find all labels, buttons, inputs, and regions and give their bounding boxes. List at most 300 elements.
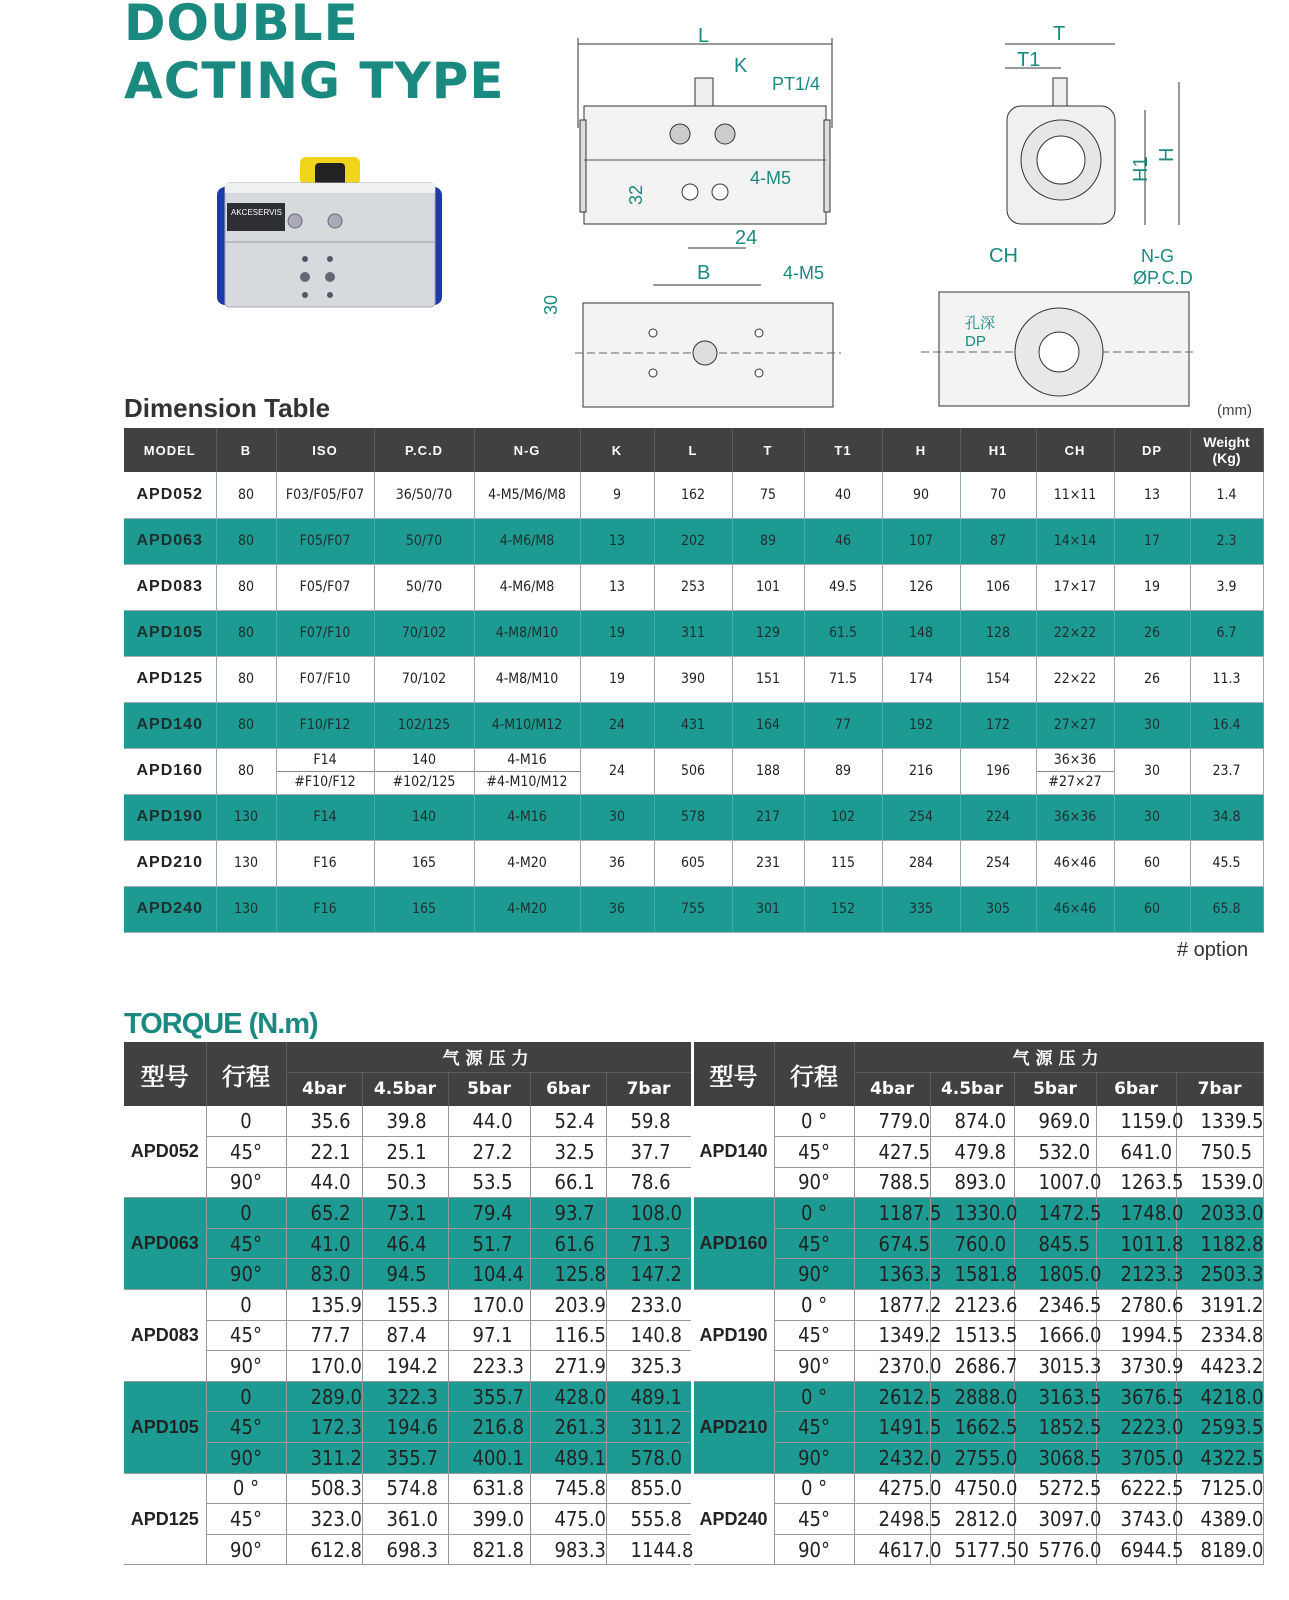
dimension-cell: 24 bbox=[580, 748, 654, 794]
model-cell: APD210 bbox=[124, 840, 216, 886]
torque-row bbox=[124, 1198, 1263, 1229]
dimension-cell: 188 bbox=[732, 748, 804, 794]
dimension-table-title: Dimension Table bbox=[124, 393, 331, 423]
torque-pressure-header-left: 气源压力 bbox=[286, 1042, 692, 1072]
dimension-cell: 60 bbox=[1114, 886, 1190, 932]
dimension-cell: F03/F05/F07 bbox=[276, 472, 374, 518]
torque-model-cell: APD083 bbox=[124, 1290, 206, 1382]
torque-value-cell: 3705.0 bbox=[1096, 1443, 1176, 1474]
torque-value-cell: 223.3 bbox=[448, 1351, 530, 1382]
dimension-cell: 126 bbox=[882, 564, 960, 610]
dimension-cell: 162 bbox=[654, 472, 732, 518]
dimension-cell: F16 bbox=[276, 840, 374, 886]
model-cell: APD140 bbox=[124, 702, 216, 748]
torque-value-cell: 2223.0 bbox=[1096, 1412, 1176, 1443]
torque-value-cell: 355.7 bbox=[362, 1443, 448, 1474]
model-cell: APD240 bbox=[124, 886, 216, 932]
torque-value-cell: 323.0 bbox=[286, 1504, 362, 1535]
actuator-photo bbox=[205, 155, 455, 315]
dimension-cell: 19 bbox=[580, 610, 654, 656]
torque-value-cell: 3191.2 bbox=[1176, 1290, 1263, 1321]
dimension-header-cell: N-G bbox=[474, 428, 580, 472]
stroke-cell: 90° bbox=[206, 1443, 286, 1474]
dimension-cell: 17 bbox=[1114, 518, 1190, 564]
stroke-cell: 90° bbox=[206, 1259, 286, 1290]
pressure-header-cell: 4.5bar bbox=[930, 1072, 1014, 1106]
torque-value-cell: 1339.5 bbox=[1176, 1106, 1263, 1137]
dimension-row bbox=[124, 518, 1263, 564]
torque-model-header-left: 型号 bbox=[124, 1042, 206, 1106]
dimension-cell: 89 bbox=[732, 518, 804, 564]
dimension-cell: 165 bbox=[374, 886, 474, 932]
dimension-cell: 4-M5/M6/M8 bbox=[474, 472, 580, 518]
dimension-cell: 70/102 bbox=[374, 610, 474, 656]
torque-value-cell: 3015.3 bbox=[1014, 1351, 1096, 1382]
label-DP: DP bbox=[965, 333, 986, 350]
torque-value-cell: 51.7 bbox=[448, 1228, 530, 1259]
torque-value-cell: 475.0 bbox=[530, 1504, 606, 1535]
dimension-header-cell: DP bbox=[1114, 428, 1190, 472]
torque-value-cell: 2432.0 bbox=[854, 1443, 930, 1474]
torque-value-cell: 428.0 bbox=[530, 1381, 606, 1412]
dimension-header-cell: CH bbox=[1036, 428, 1114, 472]
pressure-header-cell: 5bar bbox=[1014, 1072, 1096, 1106]
torque-value-cell: 94.5 bbox=[362, 1259, 448, 1290]
torque-value-cell: 135.9 bbox=[286, 1290, 362, 1321]
label-L: L bbox=[698, 25, 710, 47]
torque-value-cell: 140.8 bbox=[606, 1320, 692, 1351]
dimension-cell: 305 bbox=[960, 886, 1036, 932]
torque-value-cell: 71.3 bbox=[606, 1228, 692, 1259]
dimension-cell: 3.9 bbox=[1190, 564, 1263, 610]
dimension-cell: 106 bbox=[960, 564, 1036, 610]
label-PT: PT1/4 bbox=[772, 74, 821, 94]
torque-value-cell: 5272.5 bbox=[1014, 1473, 1096, 1504]
bottom-view-drawing bbox=[535, 255, 855, 415]
torque-value-cell: 147.2 bbox=[606, 1259, 692, 1290]
dimension-cell: 154 bbox=[960, 656, 1036, 702]
dimension-cell: 4-M6/M8 bbox=[474, 564, 580, 610]
dimension-cell: 335 bbox=[882, 886, 960, 932]
label-PCD: ØP.C.D bbox=[1133, 268, 1193, 288]
torque-value-cell: 6222.5 bbox=[1096, 1473, 1176, 1504]
torque-value-cell: 41.0 bbox=[286, 1228, 362, 1259]
torque-value-cell: 574.8 bbox=[362, 1473, 448, 1504]
torque-value-cell: 194.2 bbox=[362, 1351, 448, 1382]
torque-value-cell: 489.1 bbox=[606, 1381, 692, 1412]
pressure-header-cell: 7bar bbox=[1176, 1072, 1263, 1106]
dimension-cell: 36 bbox=[580, 886, 654, 932]
dimension-cell: 390 bbox=[654, 656, 732, 702]
label-CH: CH bbox=[989, 245, 1018, 267]
pressure-header-cell: 5bar bbox=[448, 1072, 530, 1106]
torque-value-cell: 532.0 bbox=[1014, 1137, 1096, 1168]
torque-value-cell: 2503.3 bbox=[1176, 1259, 1263, 1290]
torque-value-cell: 25.1 bbox=[362, 1137, 448, 1168]
dimension-cell: F07/F10 bbox=[276, 656, 374, 702]
stroke-cell: 90° bbox=[774, 1259, 854, 1290]
stroke-cell: 90° bbox=[774, 1351, 854, 1382]
model-cell: APD052 bbox=[124, 472, 216, 518]
torque-value-cell: 5776.0 bbox=[1014, 1534, 1096, 1565]
torque-value-cell: 508.3 bbox=[286, 1473, 362, 1504]
torque-value-cell: 1539.0 bbox=[1176, 1167, 1263, 1198]
dimension-cell: 755 bbox=[654, 886, 732, 932]
dimension-cell: 34.8 bbox=[1190, 794, 1263, 840]
dimension-table bbox=[124, 428, 1264, 933]
dimension-cell: F16 bbox=[276, 886, 374, 932]
dimension-row bbox=[124, 886, 1263, 932]
model-cell: APD083 bbox=[124, 564, 216, 610]
torque-value-cell: 1748.0 bbox=[1096, 1198, 1176, 1229]
torque-value-cell: 2498.5 bbox=[854, 1504, 930, 1535]
torque-value-cell: 1159.0 bbox=[1096, 1106, 1176, 1137]
dimension-cell: 284 bbox=[882, 840, 960, 886]
dimension-cell: 4-M10/M12 bbox=[474, 702, 580, 748]
dimension-cell: 17×17 bbox=[1036, 564, 1114, 610]
torque-value-cell: 108.0 bbox=[606, 1198, 692, 1229]
torque-value-cell: 1852.5 bbox=[1014, 1412, 1096, 1443]
torque-value-cell: 1472.5 bbox=[1014, 1198, 1096, 1229]
torque-value-cell: 1011.8 bbox=[1096, 1228, 1176, 1259]
dimension-row bbox=[124, 794, 1263, 840]
stroke-cell: 90° bbox=[206, 1167, 286, 1198]
torque-value-cell: 77.7 bbox=[286, 1320, 362, 1351]
dimension-cell: 80 bbox=[216, 748, 276, 794]
dimension-cell: 224 bbox=[960, 794, 1036, 840]
dimension-cell: 128 bbox=[960, 610, 1036, 656]
torque-value-cell: 983.3 bbox=[530, 1534, 606, 1565]
torque-value-cell: 2123.3 bbox=[1096, 1259, 1176, 1290]
dimension-cell: 9 bbox=[580, 472, 654, 518]
torque-value-cell: 1144.8 bbox=[606, 1534, 692, 1565]
torque-value-cell: 3163.5 bbox=[1014, 1381, 1096, 1412]
dimension-cell: 46×46 bbox=[1036, 886, 1114, 932]
torque-value-cell: 83.0 bbox=[286, 1259, 362, 1290]
label-kongshen: 孔深 bbox=[965, 315, 996, 332]
torque-value-cell: 779.0 bbox=[854, 1106, 930, 1137]
torque-value-cell: 612.8 bbox=[286, 1534, 362, 1565]
label-NG: N-G bbox=[1141, 246, 1174, 266]
torque-value-cell: 2812.0 bbox=[930, 1504, 1014, 1535]
pressure-header-cell: 4bar bbox=[286, 1072, 362, 1106]
torque-value-cell: 2593.5 bbox=[1176, 1412, 1263, 1443]
pressure-header-cell: 4bar bbox=[854, 1072, 930, 1106]
torque-value-cell: 6944.5 bbox=[1096, 1534, 1176, 1565]
dimension-header-cell: K bbox=[580, 428, 654, 472]
dimension-cell: 4-M6/M8 bbox=[474, 518, 580, 564]
dimension-cell: 36×36 #27×27 bbox=[1036, 748, 1114, 794]
stroke-cell: 0 bbox=[206, 1106, 286, 1137]
pressure-header-cell: 4.5bar bbox=[362, 1072, 448, 1106]
torque-value-cell: 1662.5 bbox=[930, 1412, 1014, 1443]
dimension-cell: 26 bbox=[1114, 656, 1190, 702]
torque-value-cell: 969.0 bbox=[1014, 1106, 1096, 1137]
dimension-cell: F14 #F10/F12 bbox=[276, 748, 374, 794]
stroke-cell: 45° bbox=[774, 1320, 854, 1351]
dimension-cell: 16.4 bbox=[1190, 702, 1263, 748]
torque-value-cell: 8189.0 bbox=[1176, 1534, 1263, 1565]
torque-value-cell: 2123.6 bbox=[930, 1290, 1014, 1321]
dimension-cell: 152 bbox=[804, 886, 882, 932]
torque-value-cell: 3068.5 bbox=[1014, 1443, 1096, 1474]
dimension-cell: 70/102 bbox=[374, 656, 474, 702]
dimension-header-cell: MODEL bbox=[124, 428, 216, 472]
dimension-cell: 80 bbox=[216, 702, 276, 748]
torque-value-cell: 2370.0 bbox=[854, 1351, 930, 1382]
torque-value-cell: 1666.0 bbox=[1014, 1320, 1096, 1351]
dimension-cell: 148 bbox=[882, 610, 960, 656]
torque-value-cell: 311.2 bbox=[606, 1412, 692, 1443]
dimension-cell: 102/125 bbox=[374, 702, 474, 748]
dimension-cell: 130 bbox=[216, 886, 276, 932]
dimension-cell: F05/F07 bbox=[276, 518, 374, 564]
torque-value-cell: 760.0 bbox=[930, 1228, 1014, 1259]
dimension-cell: 11×11 bbox=[1036, 472, 1114, 518]
torque-value-cell: 65.2 bbox=[286, 1198, 362, 1229]
torque-model-cell: APD240 bbox=[692, 1473, 774, 1565]
dimension-header-cell: T1 bbox=[804, 428, 882, 472]
dimension-cell: 578 bbox=[654, 794, 732, 840]
dimension-cell: 27×27 bbox=[1036, 702, 1114, 748]
torque-stroke-header-left: 行程 bbox=[206, 1042, 286, 1106]
dimension-cell: 101 bbox=[732, 564, 804, 610]
torque-value-cell: 73.1 bbox=[362, 1198, 448, 1229]
dimension-cell: 87 bbox=[960, 518, 1036, 564]
dimension-cell: 4-M20 bbox=[474, 886, 580, 932]
torque-row bbox=[124, 1106, 1263, 1137]
dimension-cell: 1.4 bbox=[1190, 472, 1263, 518]
dimension-cell: 50/70 bbox=[374, 518, 474, 564]
unit-label: (mm) bbox=[1217, 402, 1252, 419]
torque-value-cell: 489.1 bbox=[530, 1443, 606, 1474]
dimension-header-cell: ISO bbox=[276, 428, 374, 472]
stroke-cell: 90° bbox=[774, 1167, 854, 1198]
dimension-cell: 46 bbox=[804, 518, 882, 564]
torque-value-cell: 4389.0 bbox=[1176, 1504, 1263, 1535]
label-H1: H1 bbox=[1130, 156, 1152, 182]
torque-value-cell: 355.7 bbox=[448, 1381, 530, 1412]
dimension-cell: 2.3 bbox=[1190, 518, 1263, 564]
dimension-row bbox=[124, 472, 1263, 518]
option-note: # option bbox=[1177, 939, 1249, 961]
stroke-cell: 0 ° bbox=[774, 1198, 854, 1229]
dimension-cell: 30 bbox=[580, 794, 654, 840]
dimension-cell: 24 bbox=[580, 702, 654, 748]
stroke-cell: 45° bbox=[206, 1504, 286, 1535]
torque-value-cell: 4275.0 bbox=[854, 1473, 930, 1504]
dimension-cell: 231 bbox=[732, 840, 804, 886]
stroke-cell: 90° bbox=[206, 1534, 286, 1565]
torque-value-cell: 427.5 bbox=[854, 1137, 930, 1168]
torque-value-cell: 745.8 bbox=[530, 1473, 606, 1504]
stroke-cell: 0 ° bbox=[774, 1381, 854, 1412]
dimension-header-cell: H bbox=[882, 428, 960, 472]
dimension-cell: 174 bbox=[882, 656, 960, 702]
dimension-cell: 192 bbox=[882, 702, 960, 748]
pressure-header-cell: 7bar bbox=[606, 1072, 692, 1106]
torque-value-cell: 1581.8 bbox=[930, 1259, 1014, 1290]
torque-value-cell: 674.5 bbox=[854, 1228, 930, 1259]
torque-value-cell: 4617.0 bbox=[854, 1534, 930, 1565]
label-30: 30 bbox=[541, 294, 561, 315]
torque-value-cell: 1330.0 bbox=[930, 1198, 1014, 1229]
stroke-cell: 45° bbox=[206, 1412, 286, 1443]
torque-value-cell: 2033.0 bbox=[1176, 1198, 1263, 1229]
torque-value-cell: 2888.0 bbox=[930, 1381, 1014, 1412]
torque-value-cell: 322.3 bbox=[362, 1381, 448, 1412]
dimension-cell: 4-M16 #4-M10/M12 bbox=[474, 748, 580, 794]
dimension-header-cell: L bbox=[654, 428, 732, 472]
stroke-cell: 45° bbox=[206, 1137, 286, 1168]
torque-value-cell: 203.9 bbox=[530, 1290, 606, 1321]
torque-value-cell: 399.0 bbox=[448, 1504, 530, 1535]
dimension-cell: 605 bbox=[654, 840, 732, 886]
stroke-cell: 90° bbox=[774, 1443, 854, 1474]
torque-value-cell: 555.8 bbox=[606, 1504, 692, 1535]
dimension-header-row bbox=[124, 428, 1263, 472]
torque-value-cell: 27.2 bbox=[448, 1137, 530, 1168]
dimension-cell: 107 bbox=[882, 518, 960, 564]
label-B: B bbox=[697, 262, 711, 284]
title-line-2: ACTING TYPE bbox=[124, 52, 505, 110]
dimension-cell: 26 bbox=[1114, 610, 1190, 656]
dimension-cell: 30 bbox=[1114, 794, 1190, 840]
stroke-cell: 45° bbox=[206, 1228, 286, 1259]
torque-model-cell: APD105 bbox=[124, 1381, 206, 1473]
label-32: 32 bbox=[626, 184, 646, 205]
dimension-cell: 130 bbox=[216, 794, 276, 840]
torque-value-cell: 1363.3 bbox=[854, 1259, 930, 1290]
torque-value-cell: 5177.50 bbox=[930, 1534, 1014, 1565]
model-cell: APD190 bbox=[124, 794, 216, 840]
dimension-cell: 36×36 bbox=[1036, 794, 1114, 840]
torque-value-cell: 845.5 bbox=[1014, 1228, 1096, 1259]
torque-value-cell: 3730.9 bbox=[1096, 1351, 1176, 1382]
flange-view-drawing bbox=[915, 240, 1205, 410]
dimension-cell: 80 bbox=[216, 564, 276, 610]
dimension-cell: 80 bbox=[216, 656, 276, 702]
torque-value-cell: 125.8 bbox=[530, 1259, 606, 1290]
dimension-cell: 254 bbox=[882, 794, 960, 840]
stroke-cell: 90° bbox=[206, 1351, 286, 1382]
stroke-cell: 0 bbox=[206, 1290, 286, 1321]
dimension-cell: 216 bbox=[882, 748, 960, 794]
dimension-cell: 40 bbox=[804, 472, 882, 518]
label-H: H bbox=[1156, 147, 1178, 162]
dimension-cell: 140 #102/125 bbox=[374, 748, 474, 794]
dimension-cell: 90 bbox=[882, 472, 960, 518]
torque-value-cell: 32.5 bbox=[530, 1137, 606, 1168]
torque-value-cell: 261.3 bbox=[530, 1412, 606, 1443]
torque-value-cell: 3676.5 bbox=[1096, 1381, 1176, 1412]
torque-value-cell: 2755.0 bbox=[930, 1443, 1014, 1474]
label-24: 24 bbox=[735, 227, 758, 249]
torque-value-cell: 78.6 bbox=[606, 1167, 692, 1198]
torque-value-cell: 874.0 bbox=[930, 1106, 1014, 1137]
dimension-cell: 311 bbox=[654, 610, 732, 656]
torque-value-cell: 87.4 bbox=[362, 1320, 448, 1351]
dimension-cell: 70 bbox=[960, 472, 1036, 518]
dimension-cell: 45.5 bbox=[1190, 840, 1263, 886]
stroke-cell: 0 bbox=[206, 1198, 286, 1229]
torque-value-cell: 2346.5 bbox=[1014, 1290, 1096, 1321]
dimension-cell: 46×46 bbox=[1036, 840, 1114, 886]
torque-model-cell: APD125 bbox=[124, 1473, 206, 1565]
dimension-cell: 19 bbox=[580, 656, 654, 702]
torque-value-cell: 1187.5 bbox=[854, 1198, 930, 1229]
torque-model-cell: APD160 bbox=[692, 1198, 774, 1290]
torque-value-cell: 4218.0 bbox=[1176, 1381, 1263, 1412]
torque-value-cell: 1182.8 bbox=[1176, 1228, 1263, 1259]
dimension-cell: 6.7 bbox=[1190, 610, 1263, 656]
torque-title: TORQUE (N.m) bbox=[124, 1008, 318, 1040]
label-T: T bbox=[1053, 23, 1066, 45]
torque-row bbox=[124, 1381, 1263, 1412]
torque-value-cell: 855.0 bbox=[606, 1473, 692, 1504]
stroke-cell: 0 ° bbox=[774, 1106, 854, 1137]
dimension-cell: 4-M20 bbox=[474, 840, 580, 886]
dimension-cell: 60 bbox=[1114, 840, 1190, 886]
torque-value-cell: 46.4 bbox=[362, 1228, 448, 1259]
stroke-cell: 45° bbox=[774, 1228, 854, 1259]
stroke-cell: 90° bbox=[774, 1534, 854, 1565]
torque-value-cell: 2686.7 bbox=[930, 1351, 1014, 1382]
torque-value-cell: 50.3 bbox=[362, 1167, 448, 1198]
torque-value-cell: 3097.0 bbox=[1014, 1504, 1096, 1535]
torque-value-cell: 750.5 bbox=[1176, 1137, 1263, 1168]
torque-row bbox=[124, 1473, 1263, 1504]
torque-value-cell: 52.4 bbox=[530, 1106, 606, 1137]
dimension-cell: 129 bbox=[732, 610, 804, 656]
label-4-M5-top: 4-M5 bbox=[750, 168, 792, 188]
stroke-cell: 45° bbox=[774, 1137, 854, 1168]
dimension-cell: 4-M8/M10 bbox=[474, 656, 580, 702]
dimension-cell: 151 bbox=[732, 656, 804, 702]
pressure-header-cell: 6bar bbox=[530, 1072, 606, 1106]
torque-value-cell: 2780.6 bbox=[1096, 1290, 1176, 1321]
torque-value-cell: 1491.5 bbox=[854, 1412, 930, 1443]
torque-value-cell: 79.4 bbox=[448, 1198, 530, 1229]
torque-value-cell: 44.0 bbox=[286, 1167, 362, 1198]
front-view-drawing bbox=[570, 20, 840, 260]
torque-value-cell: 2334.8 bbox=[1176, 1320, 1263, 1351]
torque-value-cell: 1877.2 bbox=[854, 1290, 930, 1321]
torque-value-cell: 641.0 bbox=[1096, 1137, 1176, 1168]
dimension-cell: 115 bbox=[804, 840, 882, 886]
stroke-cell: 45° bbox=[774, 1504, 854, 1535]
torque-pressure-header-right: 气源压力 bbox=[854, 1042, 1263, 1072]
dimension-cell: 301 bbox=[732, 886, 804, 932]
torque-value-cell: 66.1 bbox=[530, 1167, 606, 1198]
dimension-row bbox=[124, 748, 1263, 794]
torque-value-cell: 155.3 bbox=[362, 1290, 448, 1321]
dimension-cell: F05/F07 bbox=[276, 564, 374, 610]
dimension-cell: 65.8 bbox=[1190, 886, 1263, 932]
torque-value-cell: 1349.2 bbox=[854, 1320, 930, 1351]
dimension-cell: F10/F12 bbox=[276, 702, 374, 748]
torque-stroke-header-right: 行程 bbox=[774, 1042, 854, 1106]
dimension-cell: 11.3 bbox=[1190, 656, 1263, 702]
torque-value-cell: 1994.5 bbox=[1096, 1320, 1176, 1351]
dimension-cell: 36 bbox=[580, 840, 654, 886]
torque-value-cell: 325.3 bbox=[606, 1351, 692, 1382]
torque-value-cell: 194.6 bbox=[362, 1412, 448, 1443]
torque-value-cell: 44.0 bbox=[448, 1106, 530, 1137]
torque-value-cell: 93.7 bbox=[530, 1198, 606, 1229]
dimension-header-cell: B bbox=[216, 428, 276, 472]
dimension-cell: 254 bbox=[960, 840, 1036, 886]
